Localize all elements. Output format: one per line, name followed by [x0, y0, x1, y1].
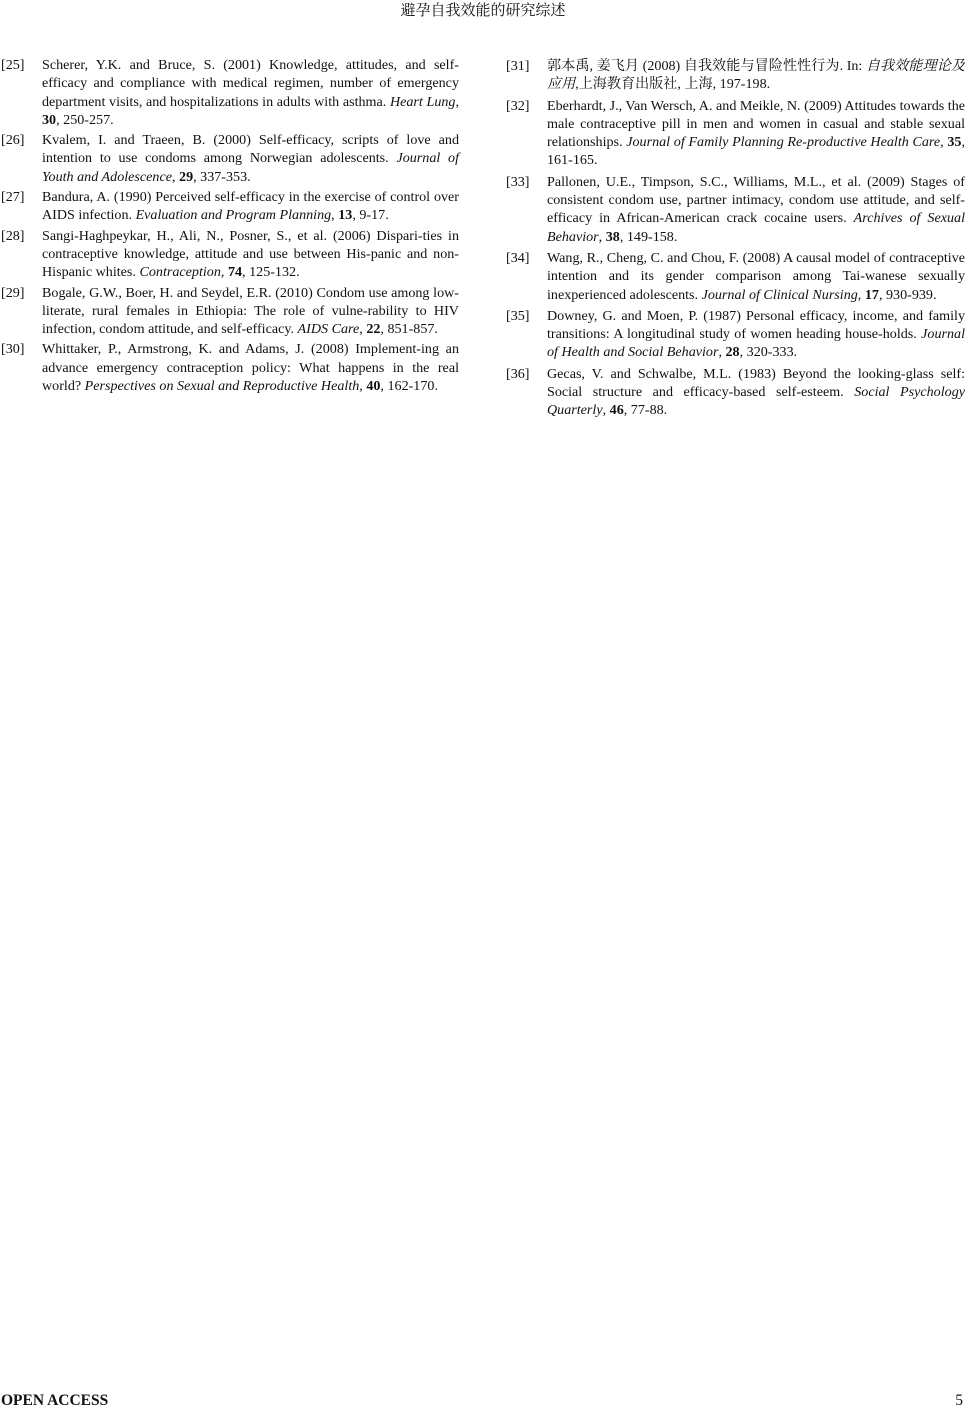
reference-volume: 29: [179, 168, 194, 185]
reference-text: [42, 284, 459, 339]
reference-text: [42, 131, 459, 186]
reference-journal: Perspectives on Sexual and Reproductive Health: [84, 378, 360, 395]
reference-pages: , 9-17.: [352, 207, 389, 224]
reference-entry: [506, 57, 965, 94]
reference-number: [32]: [506, 97, 530, 114]
reference-pages: , 930-939.: [878, 286, 937, 303]
reference-authors-title: Whittaker, P., Armstrong, K. and Adams, J. (2008) Implement-ing an advance emergency contraception policy: What happens in the real world?: [42, 341, 459, 395]
reference-volume: 28: [725, 344, 740, 361]
reference-pages: 197-198.: [719, 76, 771, 93]
reference-entry: [1, 284, 459, 339]
reference-text: [547, 249, 965, 304]
reference-pages: , 851-857.: [380, 321, 438, 338]
reference-separator: ,: [359, 378, 367, 395]
reference-separator: ,: [359, 321, 367, 338]
reference-entry: [1, 56, 459, 129]
reference-number: [36]: [506, 365, 530, 382]
reference-entry: [506, 365, 965, 420]
page-number: 5: [955, 1392, 963, 1409]
reference-text: [42, 188, 459, 225]
reference-separator: ,: [220, 264, 228, 281]
reference-number: [34]: [506, 249, 530, 266]
reference-volume: 35: [947, 134, 962, 151]
reference-text: [547, 307, 965, 362]
reference-list-right-column: [506, 57, 965, 423]
reference-pages: , 77-88.: [623, 402, 668, 419]
reference-authors-title: 郭本禹, 姜飞月 (2008) 自我效能与冒险性性行为. In:: [547, 58, 866, 74]
reference-number: [28]: [1, 227, 25, 244]
reference-journal: Journal of Health and Social Behavior: [547, 326, 965, 361]
reference-pages: , 337-353.: [193, 168, 251, 185]
reference-text: [547, 97, 965, 170]
reference-pages: , 125-132.: [242, 264, 300, 281]
reference-separator: ,: [598, 228, 606, 245]
reference-number: [31]: [506, 58, 530, 74]
reference-authors-title: Wang, R., Cheng, C. and Chou, F. (2008) A causal model of contraceptive intention and its gender comparison among Tai-wanese sexually inexperienced adolescents.: [547, 249, 965, 303]
reference-volume: 74: [227, 264, 243, 281]
reference-separator: ,: [171, 168, 180, 185]
reference-journal: Evaluation and Program Planning: [135, 207, 332, 224]
reference-authors-title: Sangi-Haghpeykar, H., Ali, N., Posner, S., et al. (2006) Dispari-ties in contraceptive knowledge, attitude and use between His-panic and non-Hispanic whites.: [42, 227, 459, 281]
reference-volume: 13: [338, 207, 353, 224]
reference-text: [547, 173, 965, 246]
reference-separator: ,: [857, 286, 865, 303]
reference-journal: Journal of Family Planning Re-productive Health Care: [626, 134, 941, 151]
reference-text: [42, 340, 459, 395]
reference-pages: , 250-257.: [56, 111, 114, 128]
reference-separator: ,: [940, 134, 948, 151]
reference-pages: , 149-158.: [619, 228, 678, 245]
reference-authors-title: Eberhardt, J., Van Wersch, A. and Meikle, N. (2009) Attitudes towards the male contraceptive pill in men and women in casual and stable sexual relationships.: [547, 97, 965, 151]
reference-separator: ,: [602, 402, 610, 419]
running-header-title: 避孕自我效能的研究综述: [400, 1, 566, 19]
reference-entry: [1, 227, 459, 282]
reference-authors-title: Gecas, V. and Schwalbe, M.L. (1983) Beyond the looking-glass self: Social structure and efficacy-based self-esteem.: [547, 365, 965, 401]
reference-volume: 17: [864, 286, 879, 303]
reference-authors-title: Bogale, G.W., Boer, H. and Seydel, E.R. (2010) Condom use among low-literate, rural females in Ethiopia: The role of vulne-rability to HIV infection, condom attitude, and self-efficacy.: [42, 284, 459, 338]
reference-separator: ,: [718, 344, 726, 361]
reference-separator: ,: [331, 207, 339, 224]
reference-number: [27]: [1, 189, 25, 206]
reference-entry: [1, 188, 459, 225]
reference-entry: [506, 97, 965, 170]
reference-separator: ,上海教育出版社, 上海,: [575, 76, 720, 93]
reference-text: [547, 57, 965, 94]
open-access-label: OPEN ACCESS: [1, 1392, 109, 1409]
reference-journal: AIDS Care: [297, 321, 360, 338]
reference-entry: [1, 340, 459, 395]
reference-entry: [506, 173, 965, 246]
reference-journal: Heart Lung: [389, 93, 456, 110]
reference-text: [42, 56, 459, 129]
reference-entry: [1, 131, 459, 186]
reference-journal: 自我效能理论及应用: [547, 58, 965, 93]
reference-authors-title: Bandura, A. (1990) Perceived self-efficacy in the exercise of control over AIDS infection.: [42, 189, 459, 224]
reference-number: [29]: [1, 284, 25, 301]
reference-journal: Journal of Youth and Adolescence: [42, 150, 459, 185]
reference-number: [33]: [506, 173, 530, 190]
reference-entry: [506, 307, 965, 362]
reference-separator: ,: [455, 93, 459, 110]
reference-number: [25]: [1, 57, 25, 73]
reference-authors-title: Scherer, Y.K. and Bruce, S. (2001) Knowledge, attitudes, and self-efficacy and compliance with medical regimen, number of emergency department visits, and hospitalizations in adults with asthma.: [42, 57, 459, 110]
reference-authors-title: Pallonen, U.E., Timpson, S.C., Williams, M.L., et al. (2009) Stages of consistent condom use, partner intimacy, condom use attitude, and self-efficacy in African-American crack cocaine users.: [547, 173, 965, 227]
reference-pages: , 161-165.: [547, 134, 965, 169]
reference-volume: 30: [42, 111, 57, 128]
reference-authors-title: Downey, G. and Moen, P. (1987) Personal efficacy, income, and family transitions: A longitudinal study of women heading house-holds.: [547, 307, 965, 343]
reference-journal: Contraception: [139, 264, 221, 281]
reference-text: [547, 365, 965, 420]
reference-journal: Archives of Sexual Behavior: [547, 210, 965, 245]
reference-volume: 38: [605, 228, 620, 245]
reference-pages: , 162-170.: [380, 378, 438, 395]
reference-number: [30]: [1, 341, 25, 358]
reference-number: [35]: [506, 307, 530, 324]
reference-number: [26]: [1, 132, 25, 149]
reference-entry: [506, 249, 965, 304]
reference-authors-title: Kvalem, I. and Traeen, B. (2000) Self-efficacy, scripts of love and intention to use condoms among Norwegian adolescents.: [42, 132, 459, 167]
reference-volume: 22: [366, 321, 381, 338]
reference-volume: 46: [609, 402, 624, 419]
reference-volume: 40: [366, 378, 381, 395]
reference-list-left-column: [1, 56, 459, 397]
reference-pages: , 320-333.: [739, 344, 798, 361]
reference-text: [42, 227, 459, 282]
reference-journal: Social Psychology Quarterly: [547, 384, 965, 419]
reference-journal: Journal of Clinical Nursing: [701, 286, 858, 303]
